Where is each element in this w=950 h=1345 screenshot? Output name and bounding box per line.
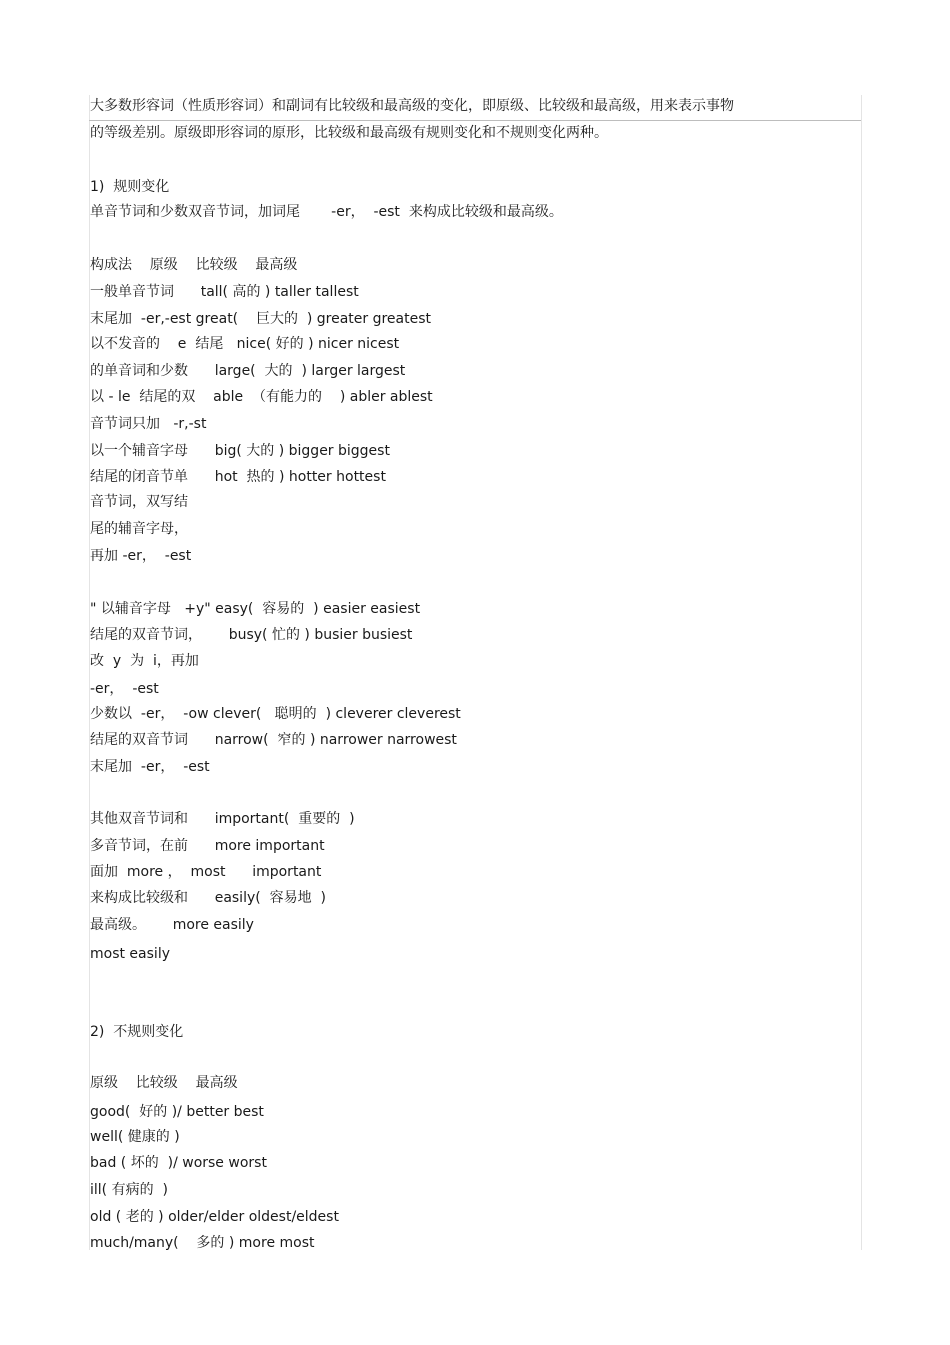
text-line: 以不发音的 e 结尾 nice( 好的 ) nicer nicest [90,336,400,352]
text-line: 的等级差别。原级即形容词的原形，比较级和最高级有规则变化和不规则变化两种。 [90,125,608,141]
section-heading-irregular: 2) 不规则变化 [90,1024,184,1040]
text-line: 多音节词，在前 more important [90,838,325,854]
section-heading-regular: 1) 规则变化 [90,179,170,195]
text-line: 音节词只加 -r,-st [90,416,207,432]
text-line: 结尾的闭音节单 hot 热的 ) hotter hottest [90,469,386,485]
text-line: " 以辅音字母 +y" easy( 容易的 ) easier easiest [90,601,421,617]
text-line: 以 - le 结尾的双 able （有能力的 ) abler ablest [90,389,433,405]
text-line: good( 好的 )/ better best [90,1104,264,1120]
table-header: 原级 比较级 最高级 [90,1075,238,1091]
text-line: 尾的辅音字母， [90,521,188,537]
text-line: ill( 有病的 ) [90,1182,168,1198]
text-line: well( 健康的 ) [90,1129,180,1145]
text-line: 音节词，双写结 [90,494,188,510]
text-line: 单音节词和少数双音节词，加词尾 -er， -est 来构成比较级和最高级。 [90,204,563,220]
text-line: 大多数形容词（性质形容词）和副词有比较级和最高级的变化，即原级、比较级和最高级，用来表示事物 [90,98,734,114]
text-line: 的单音词和少数 large( 大的 ) larger largest [90,363,406,379]
text-line: 末尾加 -er,-est great( 巨大的 ) greater greatest [90,311,432,327]
text-line: -er， -est [90,681,159,697]
text-line: most easily [90,946,170,962]
text-line: 来构成比较级和 easily( 容易地 ) [90,890,326,906]
text-line: 结尾的双音节词， busy( 忙的 ) busier busiest [90,627,413,643]
text-line: bad ( 坏的 )/ worse worst [90,1155,267,1171]
text-line: 改 y 为 i，再加 [90,653,199,669]
text-line: 再加 -er， -est [90,548,192,564]
text-line: 其他双音节词和 important( 重要的 ) [90,811,355,827]
text-line: 最高级。 more easily [90,917,254,933]
text-line: 以一个辅音字母 big( 大的 ) bigger biggest [90,443,390,459]
text-line: 少数以 -er， -ow clever( 聪明的 ) cleverer cleverest [90,706,461,722]
text-line: 面加 more ， most important [90,864,322,880]
text-line: 末尾加 -er， -est [90,759,210,775]
text-line: 结尾的双音节词 narrow( 窄的 ) narrower narrowest [90,732,457,748]
top-rule [89,120,861,121]
text-line: 一般单音节词 tall( 高的 ) taller tallest [90,284,359,300]
table-header: 构成法 原级 比较级 最高级 [90,257,298,273]
text-line: old ( 老的 ) older/elder oldest/eldest [90,1209,339,1225]
text-line: much/many( 多的 ) more most [90,1235,315,1251]
